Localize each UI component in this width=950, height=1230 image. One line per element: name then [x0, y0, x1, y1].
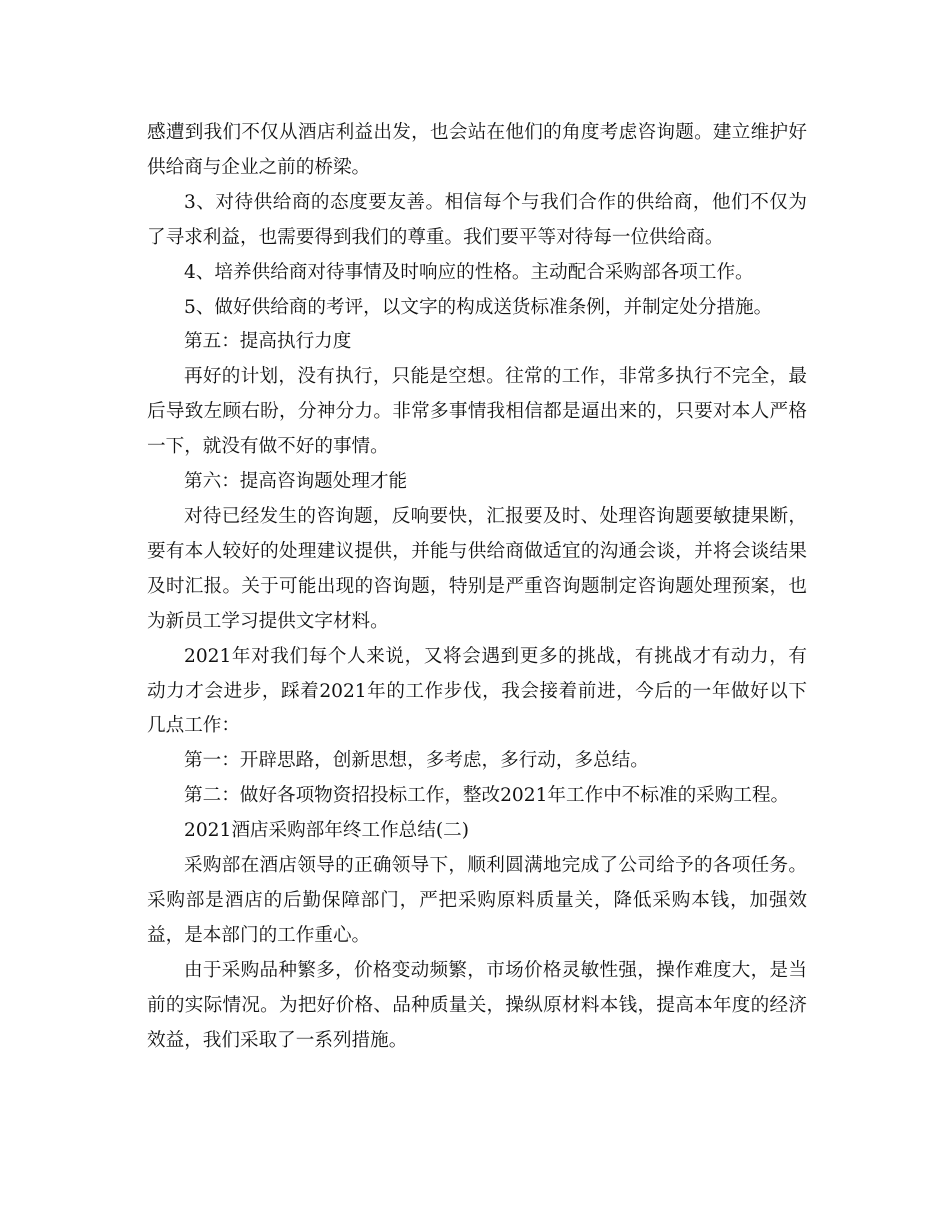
paragraph-problem-handling: 对待已经发生的咨询题，反响要快，汇报要及时、处理咨询题要敏捷果断，要有本人较好的处理建议提供，并能与供给商做适宜的沟通会谈，并将会谈结果及时汇报。关于可能出现的咨询题，特别是严重咨询题制定咨询题处理预案，也为新员工学习提供文字材料。 — [147, 505, 807, 632]
paragraph-department-intro: 采购部在酒店领导的正确领导下，顺利圆满地完成了公司给予的各项任务。采购部是酒店的后勤保障部门，严把采购原料质量关，降低采购本钱，加强效益，是本部门的工作重心。 — [147, 855, 807, 946]
paragraph-item-3: 3、对待供给商的态度要友善。相信每个与我们合作的供给商，他们不仅为了寻求利益，也需要得到我们的尊重。我们要平等对待每一位供给商。 — [147, 191, 807, 248]
paragraph-measures-intro: 由于采购品种繁多，价格变动频繁，市场价格灵敏性强，操作难度大，是当前的实际情况。为把好价格、品种质量关，操纵原材料本钱，提高本年度的经济效益，我们采取了一系列措施。 — [147, 959, 807, 1051]
paragraph-continuation: 感遭到我们不仅从酒店利益出发，也会站在他们的角度考虑咨询题。建立维护好供给商与企业之前的桥梁。 — [147, 122, 807, 178]
paragraph-outlook: 2021年对我们每个人来说，又将会遇到更多的挑战，有挑战才有动力，有动力才会进步，踩着2021年的工作步伐，我会接着前进，今后的一年做好以下几点工作： — [147, 645, 807, 737]
paragraph-item-4: 4、培养供给商对待事情及时响应的性格。主动配合采购部各项工作。 — [184, 261, 754, 283]
plan-item-2: 第二：做好各项物资招投标工作，整改2021年工作中不标准的采购工程。 — [184, 785, 790, 807]
paragraph-item-5: 5、做好供给商的考评，以文字的构成送货标准条例，并制定处分措施。 — [184, 296, 773, 318]
section-heading-5: 第五：提高执行力度 — [184, 331, 352, 353]
document-body — [147, 116, 807, 1058]
section-title-part-2: 2021酒店采购部年终工作总结(二) — [184, 820, 469, 842]
section-heading-6: 第六：提高咨询题处理才能 — [184, 471, 408, 493]
plan-item-1: 第一：开辟思路，创新思想，多考虑，多行动，多总结。 — [184, 750, 649, 772]
paragraph-execution: 再好的计划，没有执行，只能是空想。往常的工作，非常多执行不完全，最后导致左顾右盼，分神分力。非常多事情我相信都是逼出来的，只要对本人严格一下，就没有做不好的事情。 — [147, 366, 807, 458]
